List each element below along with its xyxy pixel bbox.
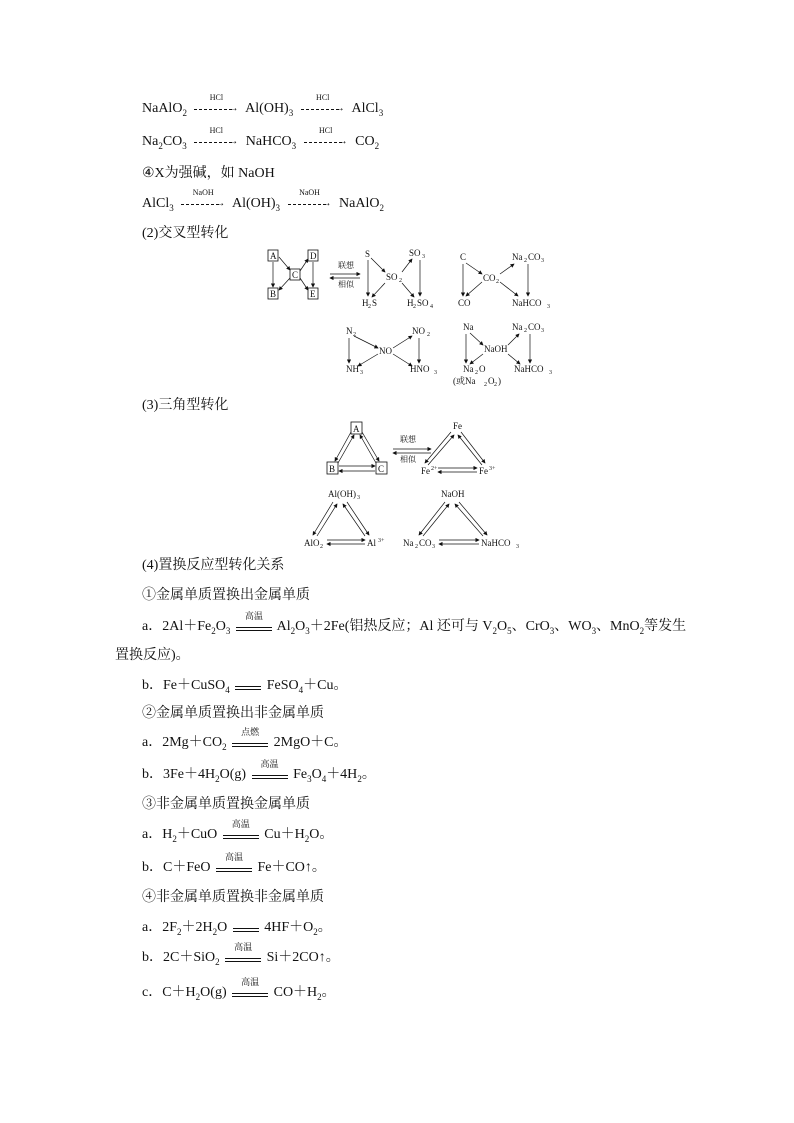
svg-text:3: 3 (541, 328, 544, 334)
svg-text:O: O (488, 376, 495, 386)
condition-equals: 高温 (232, 985, 268, 1001)
dashed-arrow: HCl → (301, 102, 345, 116)
svg-text:N: N (346, 326, 353, 336)
svg-text:2: 2 (368, 304, 371, 310)
svg-text:NaOH: NaOH (441, 489, 465, 499)
svg-text:3: 3 (360, 370, 363, 376)
svg-text:NO: NO (412, 326, 425, 336)
svg-text:Na: Na (463, 322, 474, 332)
condition-equals: 高温 (216, 860, 252, 876)
svg-text:B: B (329, 464, 336, 474)
svg-text:CO: CO (419, 538, 432, 548)
svg-text:SO: SO (386, 272, 398, 282)
svg-text:A: A (353, 424, 360, 434)
svg-text:Fe: Fe (479, 466, 488, 476)
svg-text:H: H (362, 298, 369, 308)
svg-text:2: 2 (524, 258, 527, 264)
text-replacement-cont: 置换反应)。 (115, 648, 190, 663)
svg-text:2: 2 (427, 332, 430, 338)
equation-c-feo: b．C＋FeO 高温 Fe＋CO↑。 (142, 851, 326, 875)
heading-replacement: (4)置换反应型转化关系 (142, 558, 285, 573)
svg-text:3+: 3+ (489, 466, 496, 472)
condition-equals: 高温 (225, 950, 261, 966)
subheading-metal-metal: ①金属单质置换出金属单质 (142, 588, 310, 603)
fig1-B: B (270, 289, 277, 299)
svg-text:): ) (498, 376, 501, 386)
heading-triangle-conversion: (3)三角型转化 (142, 398, 229, 413)
equation-c-sio2: b．2C＋SiO$_2$ 高温 Si＋2CO↑。 (142, 941, 340, 967)
svg-text:2: 2 (496, 279, 499, 285)
condition-equals: 点燃 (232, 735, 268, 751)
dashed-arrow: HCl → (194, 135, 238, 149)
dashed-arrow: HCl → (304, 135, 348, 149)
svg-text:2: 2 (399, 278, 402, 284)
subheading-metal-nonmetal: ②金属单质置换出非金属单质 (142, 706, 324, 721)
svg-text:2: 2 (475, 370, 478, 376)
svg-text:3+: 3+ (378, 538, 385, 544)
equals-sign (235, 678, 261, 694)
svg-text:NaHCO: NaHCO (514, 364, 544, 374)
equation-fe-h2o: b．$3Fe+4H_2O(g)$ 高温 $Fe_3O_4+4H_2$。 (142, 758, 376, 784)
equation-c-h2o: c．$C+H_2O(g)$ 高温 $CO+H_2$。 (142, 976, 336, 1002)
svg-text:2: 2 (320, 544, 323, 550)
svg-text:3: 3 (547, 304, 550, 310)
svg-text:Fe: Fe (421, 466, 430, 476)
svg-text:C: C (378, 464, 385, 474)
heading-cross-conversion: (2)交叉型转化 (142, 226, 229, 241)
dashed-arrow: HCl → (194, 102, 238, 116)
svg-text:Fe: Fe (453, 421, 462, 431)
svg-text:CO: CO (458, 298, 471, 308)
svg-text:NO: NO (379, 346, 392, 356)
svg-text:CO: CO (483, 273, 496, 283)
svg-text:Na: Na (403, 538, 414, 548)
subheading-nonmetal-nonmetal: ④非金属单质置换非金属单质 (142, 890, 324, 905)
fig1-lianxiang: 联想 (338, 261, 354, 270)
svg-text:3: 3 (516, 544, 519, 550)
svg-text:HNO: HNO (410, 364, 430, 374)
fig1-C: C (292, 270, 299, 280)
equation-thermite: a．$2Al+Fe_2O_3$ 高温 $Al_2O_3+2Fe$(铝热反应；Al 还可与 $V_2O_5$、CrO$_3$、$WO_3$、MnO$_2$等发生 (142, 610, 687, 636)
svg-text:2: 2 (415, 544, 418, 550)
svg-text:Na: Na (463, 364, 474, 374)
svg-text:3: 3 (434, 370, 437, 376)
svg-text:3: 3 (357, 495, 360, 501)
svg-text:3: 3 (432, 544, 435, 550)
svg-text:(或Na: (或Na (453, 376, 476, 386)
figure-cross-conversion (262, 244, 562, 386)
svg-text:S: S (372, 298, 378, 308)
equation-naalo2-hcl: NaAlO$_2$ HCl → $Al(OH)_3$ HCl → AlCl$_3$ (142, 92, 384, 118)
svg-text:2: 2 (413, 304, 416, 310)
svg-text:NaOH: NaOH (484, 344, 508, 354)
equation-alcl3-naoh: AlCl$_3$ NaOH → $Al(OH)_3$ NaOH → NaAlO$_2$ (142, 187, 384, 213)
svg-text:H: H (407, 298, 414, 308)
dashed-arrow: NaOH → (181, 197, 225, 211)
svg-text:2: 2 (484, 382, 487, 386)
svg-text:2+: 2+ (431, 466, 438, 472)
fig1-A: A (270, 251, 277, 261)
svg-text:SO: SO (409, 248, 421, 258)
svg-text:AlO: AlO (304, 538, 320, 548)
svg-text:C: C (460, 252, 467, 262)
svg-text:Na: Na (512, 252, 523, 262)
svg-text:2: 2 (353, 332, 356, 338)
svg-text:3: 3 (549, 370, 552, 376)
svg-text:NaHCO: NaHCO (512, 298, 542, 308)
subheading-nonmetal-metal: ③非金属单质置换金属单质 (142, 797, 310, 812)
dashed-arrow: NaOH → (288, 197, 332, 211)
svg-text:O: O (479, 364, 486, 374)
svg-text:SO: SO (417, 298, 429, 308)
text-strong-base: ④X为强碱，如 NaOH (142, 166, 275, 181)
svg-text:NH: NH (346, 364, 359, 374)
figure-triangle-conversion (303, 418, 525, 552)
svg-text:CO: CO (528, 322, 541, 332)
svg-text:CO: CO (528, 252, 541, 262)
equation-mg-co2: a．$2Mg+CO_2$ 点燃 2MgO＋C。 (142, 726, 348, 752)
equation-fe-cuso4: b．Fe＋CuSO$_4$ FeSO$_4$＋Cu。 (142, 678, 348, 695)
svg-text:相似: 相似 (400, 455, 416, 464)
svg-text:Al(OH): Al(OH) (328, 489, 356, 499)
condition-equals: 高温 (236, 619, 272, 635)
condition-equals: 高温 (252, 767, 288, 783)
svg-text:2: 2 (494, 382, 497, 386)
equation-f2-h2o: a．$2F_2+2H_2O$ $4HF+O_2$。 (142, 920, 332, 937)
svg-text:Al: Al (367, 538, 376, 548)
svg-text:NaHCO: NaHCO (481, 538, 511, 548)
equation-h2-cuo: a．$H_2+CuO$ 高温 $Cu+H_2O$。 (142, 818, 334, 844)
svg-text:联想: 联想 (400, 435, 416, 444)
svg-text:S: S (365, 249, 371, 259)
svg-text:3: 3 (541, 258, 544, 264)
svg-text:Na: Na (512, 322, 523, 332)
equation-na2co3-hcl: $Na_2CO_3$ HCl → NaHCO$_3$ HCl → $CO_2$ (142, 125, 380, 151)
condition-equals: 高温 (223, 827, 259, 843)
svg-text:3: 3 (422, 254, 425, 260)
fig1-xiangsi: 相似 (338, 280, 354, 289)
svg-text:4: 4 (430, 304, 433, 310)
svg-text:2: 2 (524, 328, 527, 334)
fig1-D: D (310, 251, 317, 261)
fig1-E: E (310, 289, 316, 299)
equals-sign (233, 920, 259, 936)
